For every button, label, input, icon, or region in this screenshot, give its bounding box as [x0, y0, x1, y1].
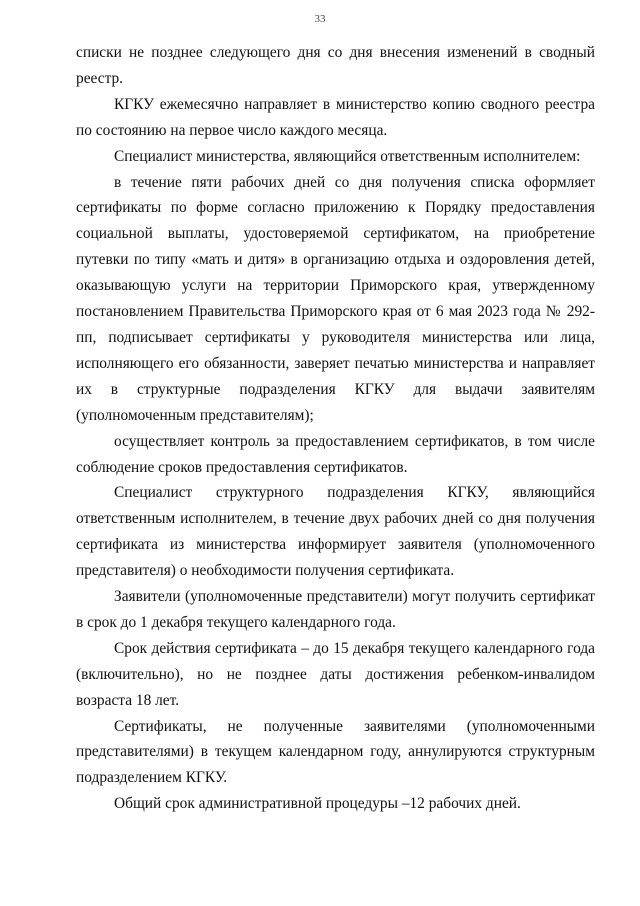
paragraph-certificate-issuance: в течение пяти рабочих дней со дня получения списка оформляет сертификаты по форме согласно приложению к Порядку предоставления социальной выплаты, удостоверяемой сертификатом, на приобретение путевки по типу «мать и дитя» в организацию отдыха и оздоровления детей, оказывающую услуги на территории Приморского края, утвержденному постановлением Правительства Приморского края от 6 мая 2023 года № 292-пп, подписывает сертификаты у руководителя министерства или лица, исполняющего его обязанности, заверяет печатью министерства и направляет их в структурные подразделения КГКУ для выдачи заявителям (уполномоченным представителям); — [76, 173, 595, 424]
paragraph-receipt-deadline: Заявители (уполномоченные представители) могут получить сертификат в срок до 1 декабря текущего календарного года. — [76, 588, 595, 631]
paragraph-monthly-copy: КГКУ ежемесячно направляет в министерство копию сводного реестра по состоянию на первое число каждого месяца. — [76, 95, 595, 139]
document-body — [76, 40, 595, 817]
paragraph-registry-update: списки не позднее следующего дня со дня внесения изменений в сводный реестр. — [76, 44, 595, 87]
paragraph-unit-specialist: Специалист структурного подразделения КГКУ, являющийся ответственным исполнителем, в течение двух рабочих дней со дня получения сертификата из министерства информирует заявителя (уполномоченного представителя) о необходимости получения сертификата. — [76, 484, 595, 580]
paragraph-validity-period: Срок действия сертификата – до 15 декабря текущего календарного года (включительно), но не позднее даты достижения ребенком-инвалидом возраста 18 лет. — [76, 639, 595, 709]
page-number: 33 — [314, 13, 326, 25]
paragraph-ministry-specialist: Специалист министерства, являющийся ответственным исполнителем: — [114, 147, 581, 165]
paragraph-annulment: Сертификаты, не полученные заявителями (уполномоченными представителями) в текущем календарном году, аннулируются структурным подразделением КГКУ. — [76, 717, 595, 787]
paragraph-total-term: Общий срок административной процедуры –12 рабочих дней. — [114, 795, 521, 813]
paragraph-control: осуществляет контроль за предоставлением сертификатов, в том числе соблюдение сроков предоставления сертификатов. — [76, 432, 595, 476]
